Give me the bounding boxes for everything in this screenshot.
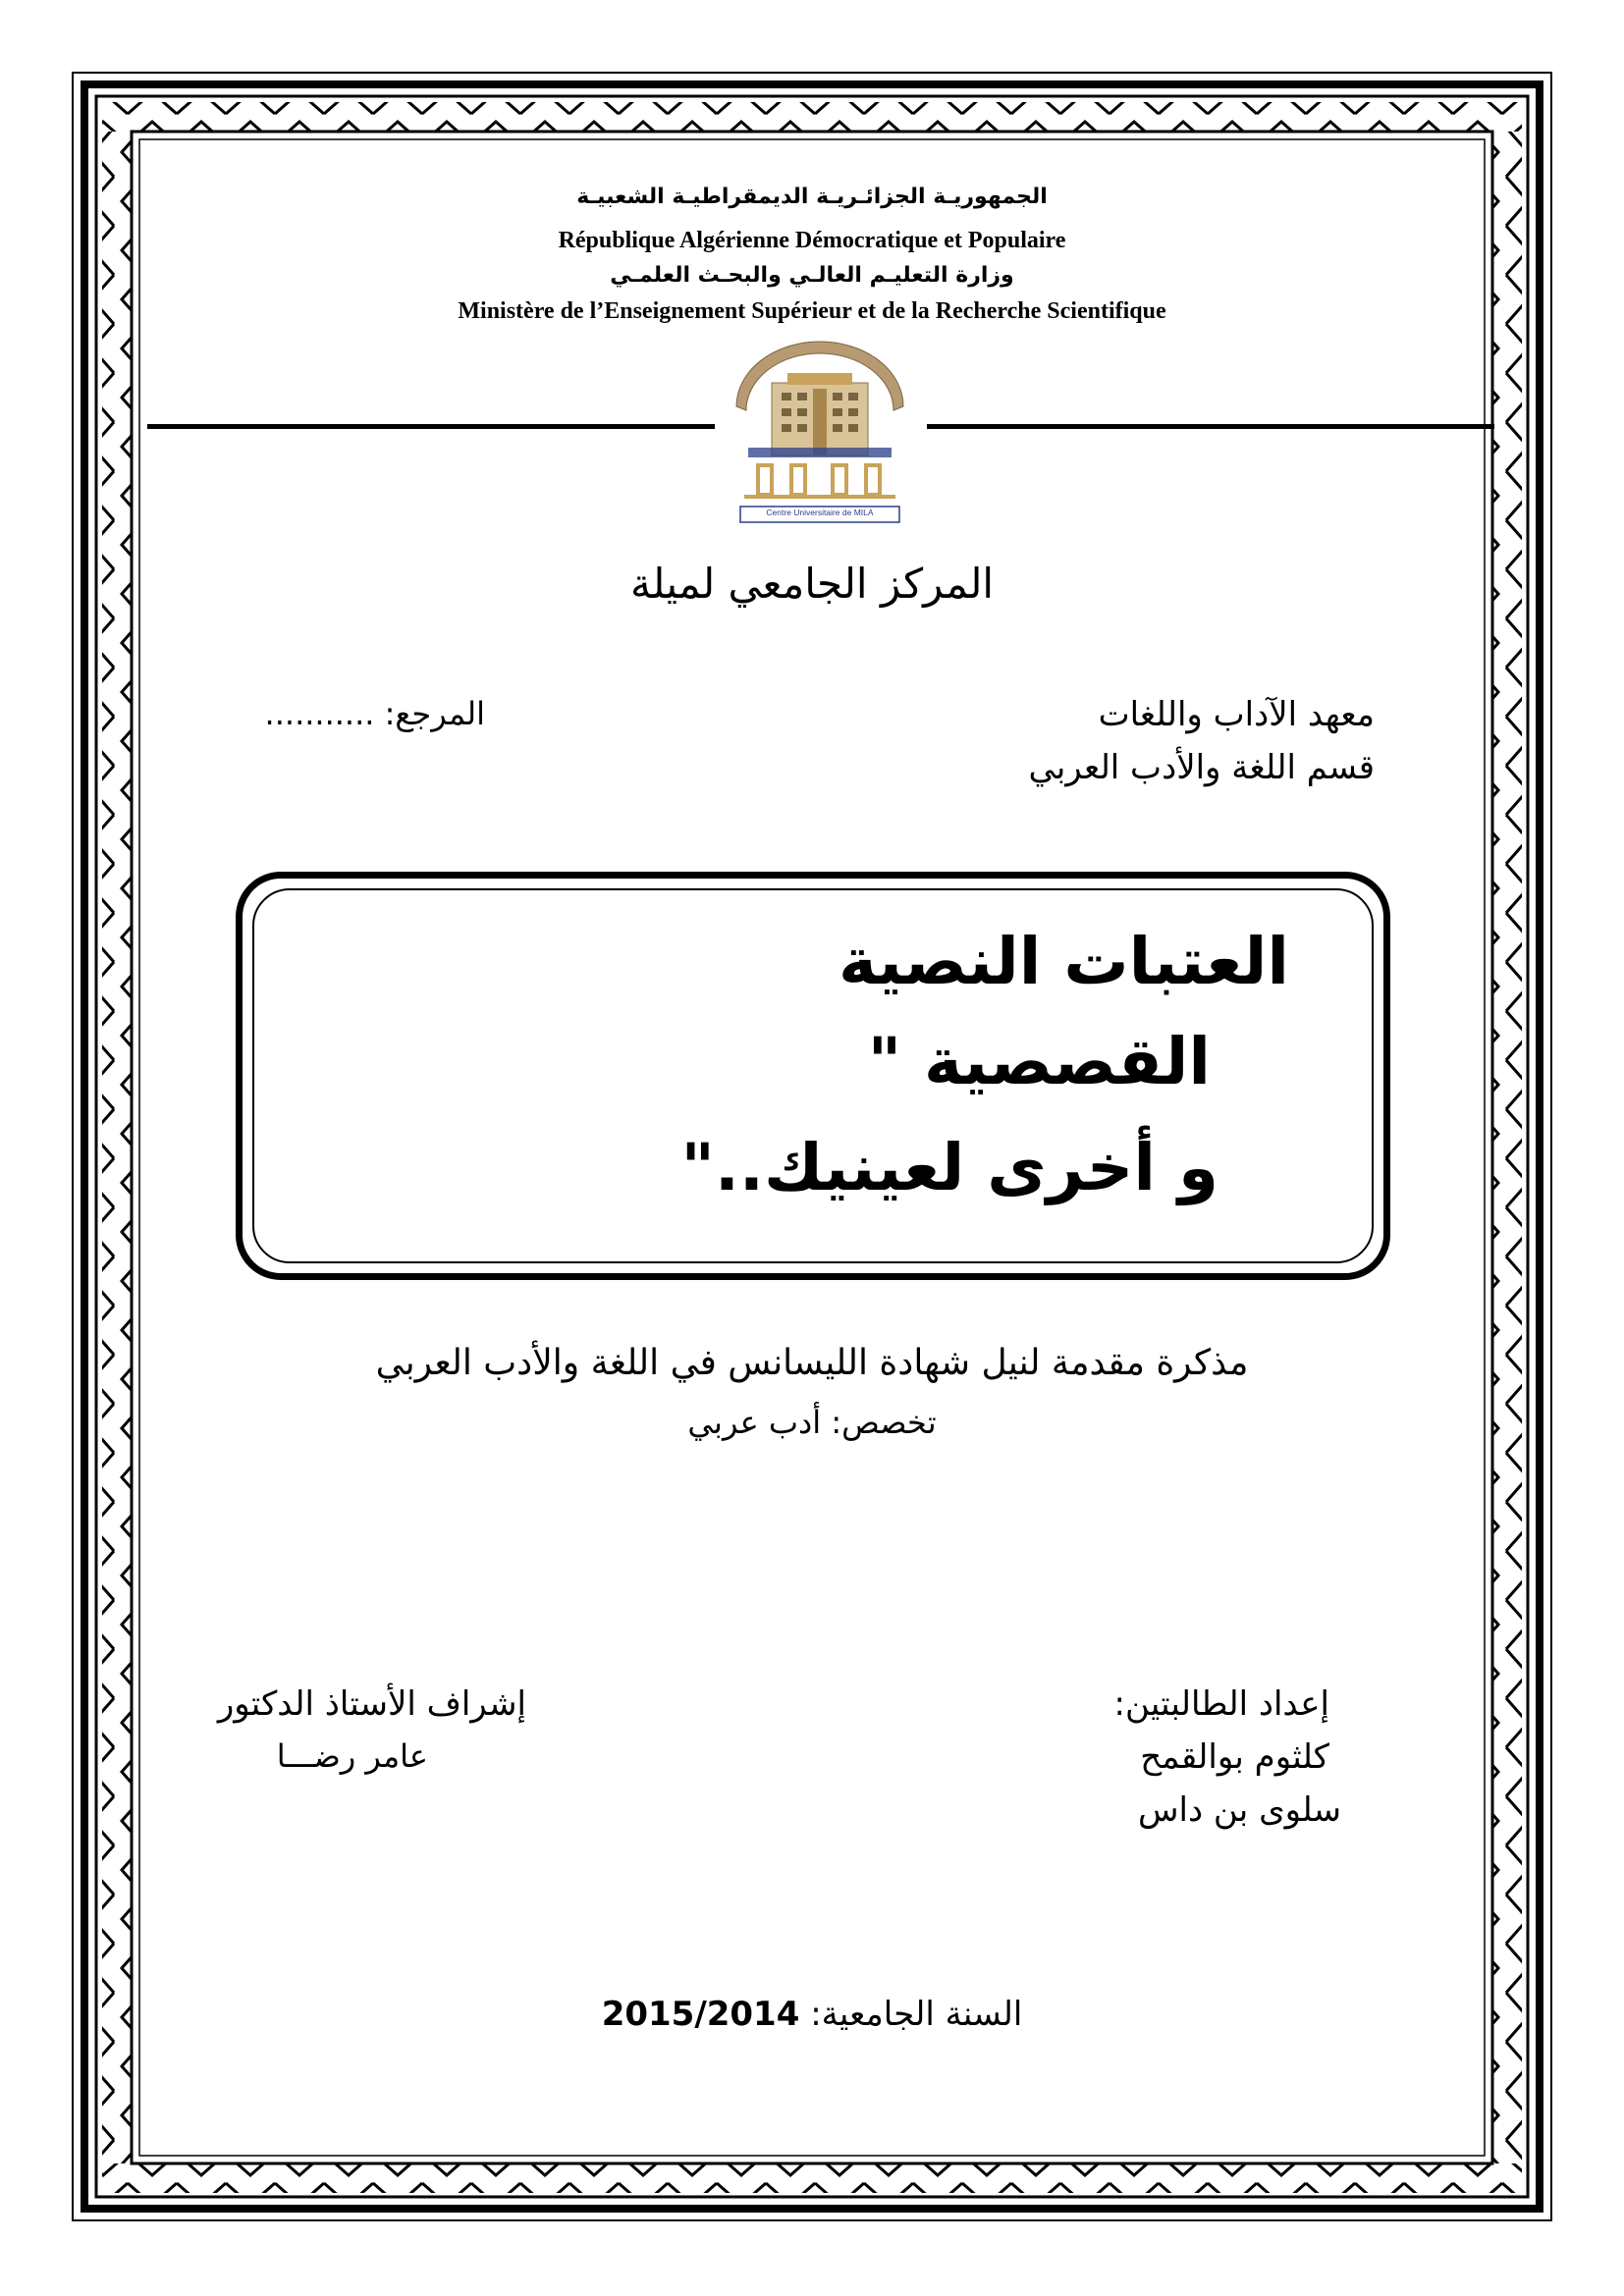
academic-year	[0, 1995, 1624, 2034]
university-building-icon	[729, 338, 911, 524]
student-name-2: سلوى بن داس	[1138, 1790, 1341, 1830]
logo-caption: Centre Universitaire de MILA	[766, 507, 874, 517]
ministry-name-arabic: وزارة التعليـم العالـي والبحـث العلمـي	[610, 263, 1014, 288]
institution-name: المركز الجامعي لميلة	[629, 560, 995, 608]
thesis-specialty: تخصص: أدب عربي	[687, 1404, 937, 1441]
thesis-title-line-3: و أخرى لعينيك.."	[680, 1130, 1218, 1205]
supervisor-label: إشراف الأستاذ الدكتور	[217, 1684, 526, 1724]
student-name-1: كلثوم بوالقمح	[1140, 1737, 1329, 1777]
students-label: إعداد الطالبتين:	[1113, 1684, 1329, 1724]
supervisor-name: عامر رضـــا	[276, 1737, 428, 1775]
divider-left	[147, 424, 715, 429]
academic-year-label: السنة الجامعية:	[810, 1995, 1023, 2034]
ministry-name-french: Ministère de l’Enseignement Supérieur et de la Recherche Scientifique	[458, 298, 1166, 324]
thesis-title-line-2: القصصية "	[867, 1024, 1211, 1099]
thesis-title-line-1: العتبات النصية	[839, 924, 1289, 999]
thesis-title-box	[236, 872, 1390, 1280]
republic-name-french: République Algérienne Démocratique et Populaire	[558, 228, 1066, 253]
academic-year-value: 2015/2014	[601, 1995, 800, 2034]
department-name: قسم اللغة والأدب العربي	[1028, 748, 1375, 787]
university-logo	[729, 338, 911, 524]
divider-right	[927, 424, 1494, 429]
institute-name: معهد الآداب واللغات	[1098, 695, 1375, 734]
reference-label: المرجع: ...........	[264, 695, 485, 732]
republic-name-arabic: الجمهوريـة الجزائـريـة الديمقراطيـة الشعبيـة	[576, 185, 1048, 209]
thesis-purpose: مذكرة مقدمة لنيل شهادة الليسانس في اللغة والأدب العربي	[375, 1343, 1249, 1383]
